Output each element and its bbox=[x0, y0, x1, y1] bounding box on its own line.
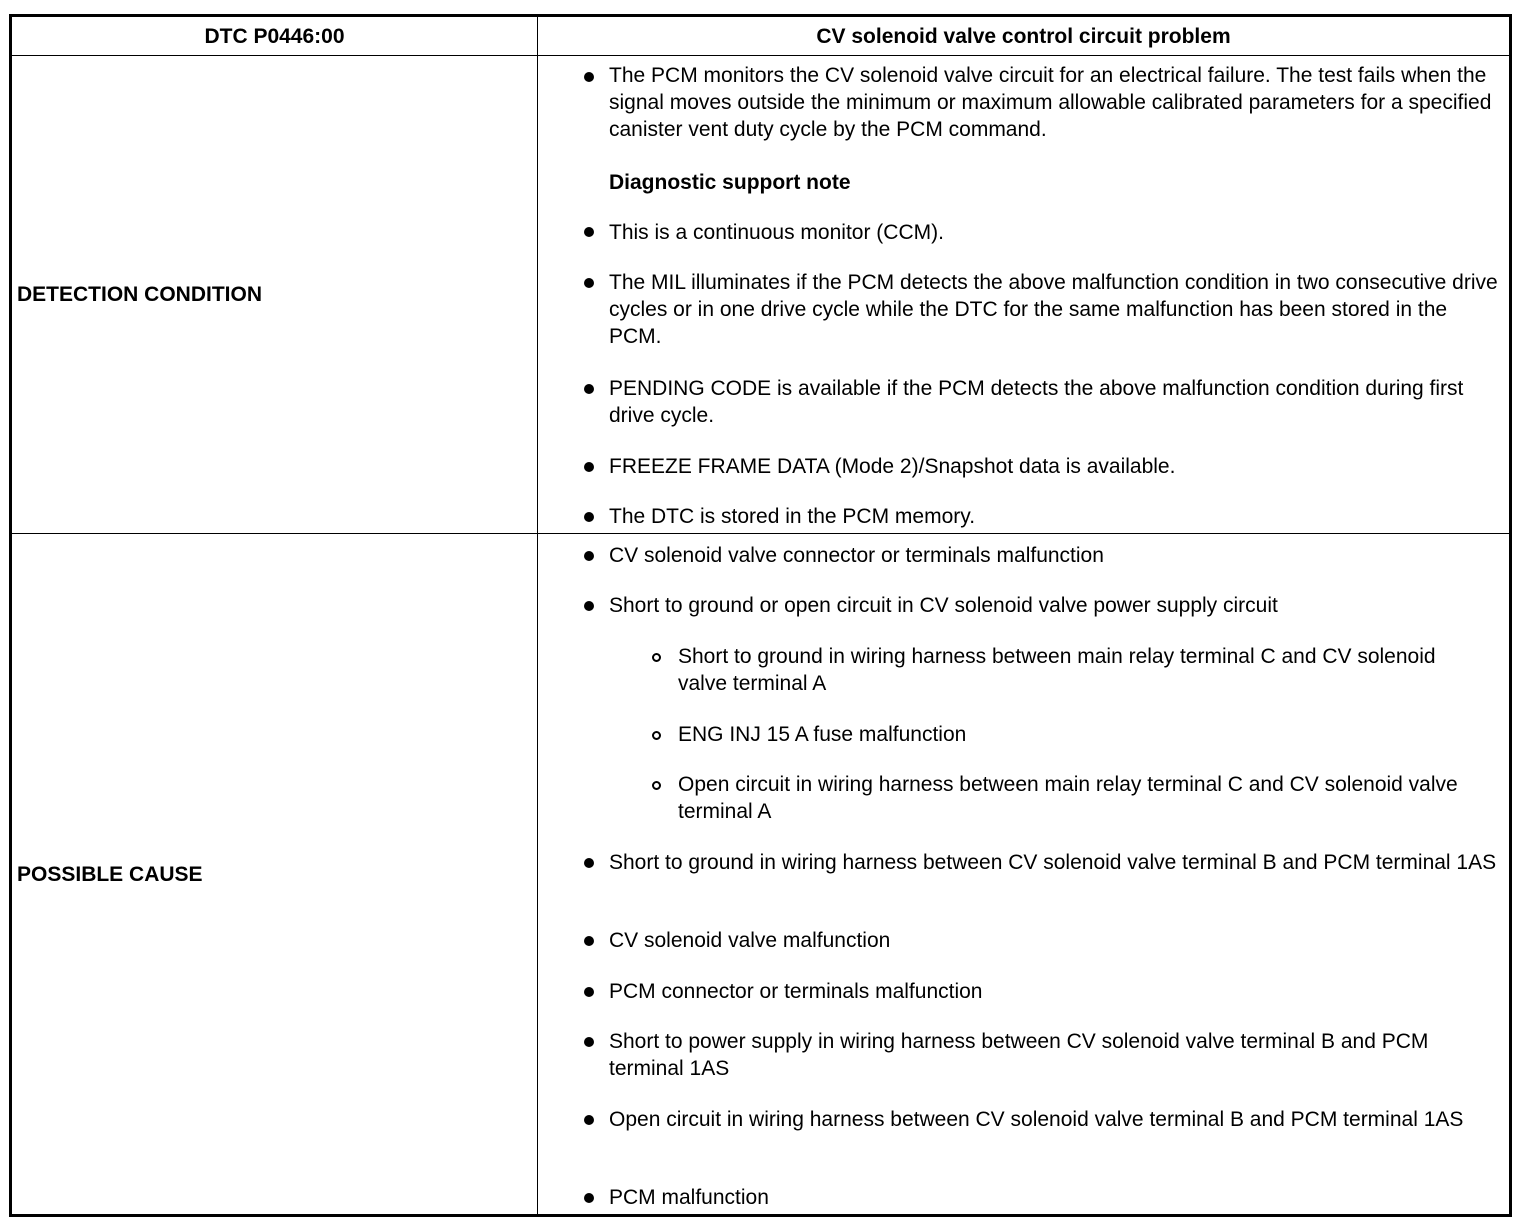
detection-item: This is a continuous monitor (CCM). bbox=[609, 221, 944, 244]
bullet-icon bbox=[584, 1115, 594, 1125]
detection-item: The DTC is stored in the PCM memory. bbox=[609, 505, 976, 528]
detection-item: FREEZE FRAME DATA (Mode 2)/Snapshot data is available. bbox=[609, 455, 1176, 478]
bullet-icon bbox=[584, 72, 594, 82]
bullet-icon bbox=[584, 987, 594, 997]
bullet-icon bbox=[584, 1193, 594, 1203]
cause-subitem: Short to ground in wiring harness between main relay terminal C and CV solenoid valve terminal A bbox=[678, 645, 1436, 695]
bullet-icon bbox=[584, 227, 594, 237]
row-divider bbox=[12, 533, 1509, 534]
cause-item: Short to ground in wiring harness between CV solenoid valve terminal B and PCM terminal 1AS bbox=[609, 851, 1497, 874]
cause-item: PCM malfunction bbox=[609, 1186, 769, 1209]
cause-subitem: ENG INJ 15 A fuse malfunction bbox=[678, 723, 967, 746]
detection-item: The PCM monitors the CV solenoid valve circuit for an electrical failure. The test fails when the signal moves outside the minimum or maximum allowable calibrated parameters for a specified canister vent duty cycle by the PCM command. bbox=[609, 64, 1492, 141]
sub-bullet-icon bbox=[652, 653, 661, 662]
detection-condition-label: DETECTION CONDITION bbox=[17, 283, 262, 306]
bullet-icon bbox=[584, 462, 594, 472]
sub-bullet-icon bbox=[652, 731, 661, 740]
bullet-icon bbox=[584, 1037, 594, 1047]
cause-item: CV solenoid valve malfunction bbox=[609, 929, 891, 952]
column-divider bbox=[537, 17, 538, 1214]
bullet-icon bbox=[584, 858, 594, 868]
bullet-icon bbox=[584, 601, 594, 611]
cause-item: Short to power supply in wiring harness between CV solenoid valve terminal B and PCM terminal 1AS bbox=[609, 1030, 1429, 1080]
bullet-icon bbox=[584, 936, 594, 946]
cause-subitem: Open circuit in wiring harness between main relay terminal C and CV solenoid valve terminal A bbox=[678, 773, 1458, 823]
dtc-table bbox=[9, 14, 1512, 1217]
possible-cause-label: POSSIBLE CAUSE bbox=[17, 863, 203, 886]
bullet-icon bbox=[584, 384, 594, 394]
cause-item: Short to ground or open circuit in CV solenoid valve power supply circuit bbox=[609, 594, 1278, 617]
dtc-code-header: DTC P0446:00 bbox=[204, 24, 345, 48]
detection-item: PENDING CODE is available if the PCM detects the above malfunction condition during first drive cycle. bbox=[609, 377, 1464, 427]
bullet-icon bbox=[584, 551, 594, 561]
cause-item: PCM connector or terminals malfunction bbox=[609, 980, 983, 1003]
bullet-icon bbox=[584, 512, 594, 522]
diagnostic-support-note: Diagnostic support note bbox=[609, 171, 851, 194]
sub-bullet-icon bbox=[652, 781, 661, 790]
cause-item: Open circuit in wiring harness between CV solenoid valve terminal B and PCM terminal 1AS bbox=[609, 1108, 1464, 1131]
dtc-title-header: CV solenoid valve control circuit problem bbox=[816, 24, 1231, 48]
detection-item: The MIL illuminates if the PCM detects the above malfunction condition in two consecutive drive cycles or in one drive cycle while the DTC for the same malfunction has been stored in the PCM. bbox=[609, 271, 1498, 348]
cause-item: CV solenoid valve connector or terminals malfunction bbox=[609, 544, 1104, 567]
bullet-icon bbox=[584, 278, 594, 288]
